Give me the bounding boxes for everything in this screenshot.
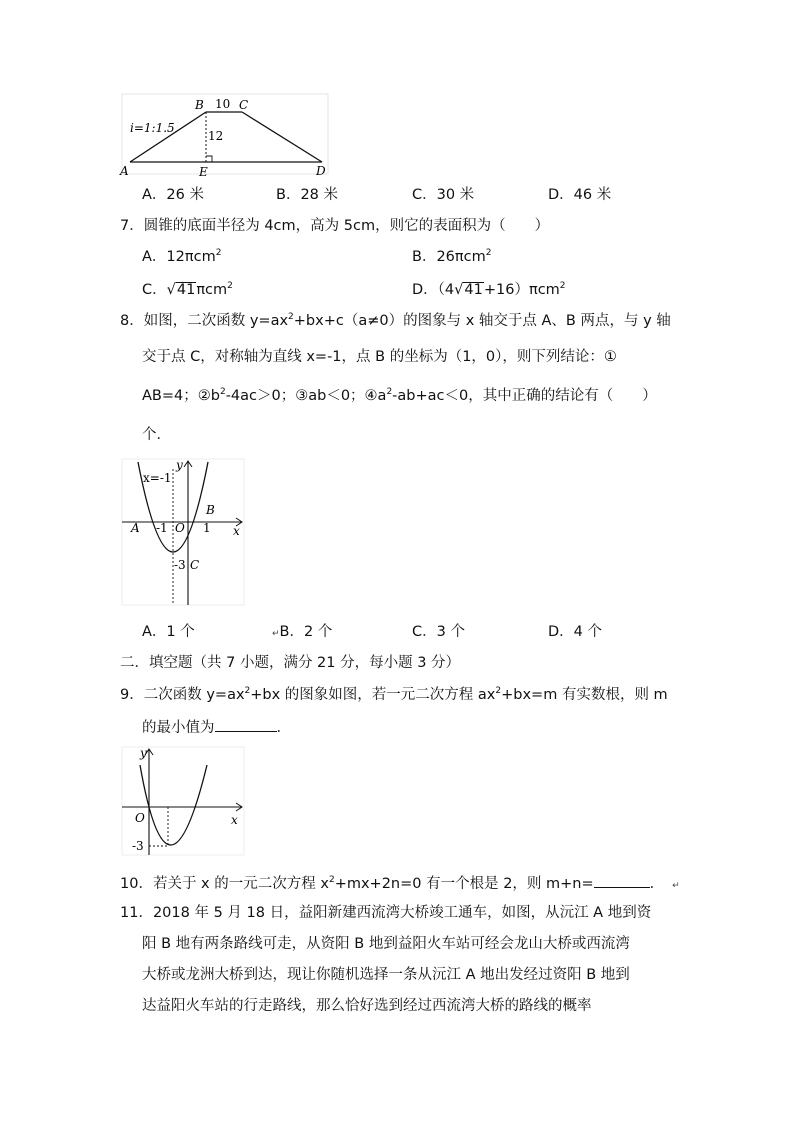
q7-option-a[interactable] [142,250,221,265]
superscript: 2 [244,686,251,697]
anchor-mark-icon: ↵ [272,629,280,639]
option-letter: D． [412,282,438,298]
point-d-label: D [316,164,326,178]
q7-option-b[interactable] [412,250,491,265]
q11-line-1: 11．2018 年 5 月 18 日，益阳新建西流湾大桥竣工通车，如图，从沅江 A 地到资 [120,905,652,921]
point-a-label: A [120,164,129,178]
sqrt-icon: √ [166,282,176,298]
tick-minus-one: -1 [156,521,168,535]
answer-blank[interactable] [594,875,650,888]
option-value: +16）πcm [483,282,560,298]
q8-option-c[interactable]: C．3 个 [412,624,465,640]
text-segment: ． [276,720,291,736]
text-segment: 9．二次函数 y=ax [120,687,245,703]
origin-label: O [135,811,145,825]
text-segment: +mx+2n=0 有一个根是 2，则 m+n= [334,876,594,892]
superscript: 2 [485,248,492,259]
q8-line-4: 个． [142,427,171,443]
axis-line-label: x=-1 [143,471,172,485]
option-value: （4 [437,282,455,298]
text-segment: -ab+ac＜0，其中正确的结论有（ ） [392,388,657,404]
text-segment: +bx=m 有实数根，则 m [501,687,668,703]
text-segment: 8．如图，二次函数 y=ax [120,313,289,329]
text-segment: -4ac＞0；③ab＜0；④a [225,388,387,404]
q7-stem: 7．圆锥的底面半径为 4cm，高为 5cm，则它的表面积为（ ） [120,218,550,234]
q8-option-d[interactable]: D．4 个 [548,624,602,640]
superscript: 2 [495,686,502,697]
q6-option-b[interactable]: B．28 米 [276,187,339,203]
q11-line-4: 达益阳火车站的行走路线，那么恰好选到经过西流湾大桥的路线的概率 [142,998,592,1014]
point-e-label: E [199,165,208,178]
y-axis-label: y [140,746,147,760]
superscript: 2 [219,387,226,398]
superscript: 2 [288,312,294,323]
point-c-label: C [239,98,249,112]
q8-line-3 [142,389,657,404]
q9-line-2 [142,719,291,736]
q6-option-a[interactable]: A．26 米 [142,187,204,203]
option-value: 26πcm [436,249,486,265]
top-length-label: 10 [215,97,231,111]
text-segment: 10．若关于 x 的一元二次方程 x [120,876,329,892]
point-b-label: B [206,503,215,517]
tick-one: 1 [203,521,211,535]
q6-option-c[interactable]: C．30 米 [412,187,475,203]
x-axis-label: x [231,813,238,827]
q6-option-d[interactable]: D．46 米 [548,187,612,203]
text-segment: 的最小值为 [142,720,215,736]
option-value: 12πcm [166,249,216,265]
x-axis-label: x [233,524,240,538]
sqrt-icon: √ [454,282,464,298]
superscript: 2 [227,281,233,292]
q8-option-b[interactable] [272,625,332,640]
option-letter: C． [142,282,167,298]
q7-option-d[interactable] [412,282,566,298]
section-title: 二．填空题（共 7 小题，满分 21 分，每小题 3 分） [120,655,461,671]
answer-blank[interactable] [215,719,277,732]
q8-option-a[interactable]: A．1 个 [142,624,195,640]
text-segment: +bx+c（a≠0）的图象与 x 轴交于点 A、B 两点，与 y 轴 [293,313,671,329]
q10-line [120,875,680,892]
height-label: 12 [208,129,224,143]
q8-parabola-figure [118,457,248,607]
q9-line-1 [120,688,668,703]
superscript: 2 [328,875,335,886]
q11-line-2: 阳 B 地有两条路线可走，从资阳 B 地到益阳火车站可经会龙山大桥或西流湾 [142,936,630,952]
q11-line-3: 大桥或龙洲大桥到达，现让你随机选择一条从沅江 A 地出发经过资阳 B 地到 [142,967,630,983]
y-axis-label: y [176,458,183,472]
point-b-label: B [195,98,204,112]
tick-minus-three: -3 [174,558,186,572]
superscript: 2 [386,387,393,398]
superscript: 2 [215,248,222,259]
option-value: πcm [196,282,228,298]
q9-parabola-figure [118,745,248,857]
option-letter: B． [412,249,437,265]
option-label: B．2 个 [279,624,333,640]
origin-label: O [175,521,185,535]
q8-line-2: 交于点 C，对称轴为直线 x=-1，点 B 的坐标为（1，0），则下列结论：① [142,349,617,365]
q8-line-1 [120,314,671,329]
superscript: 2 [559,281,566,292]
anchor-mark-icon: ↵ [672,881,680,891]
trapezoid-figure [118,92,330,178]
tick-minus-three: -3 [132,839,144,853]
option-letter: A． [142,249,167,265]
text-segment: ． [649,876,665,892]
q7-option-c[interactable] [142,282,233,298]
text-segment: AB=4；②b [142,388,220,404]
point-a-label: A [131,521,140,535]
text-segment: +bx 的图象如图，若一元二次方程 ax [250,687,496,703]
radicand: 41 [464,282,483,298]
point-c-label: C [190,558,200,572]
slope-label: i=1:1.5 [130,121,175,135]
radicand: 41 [176,282,196,298]
